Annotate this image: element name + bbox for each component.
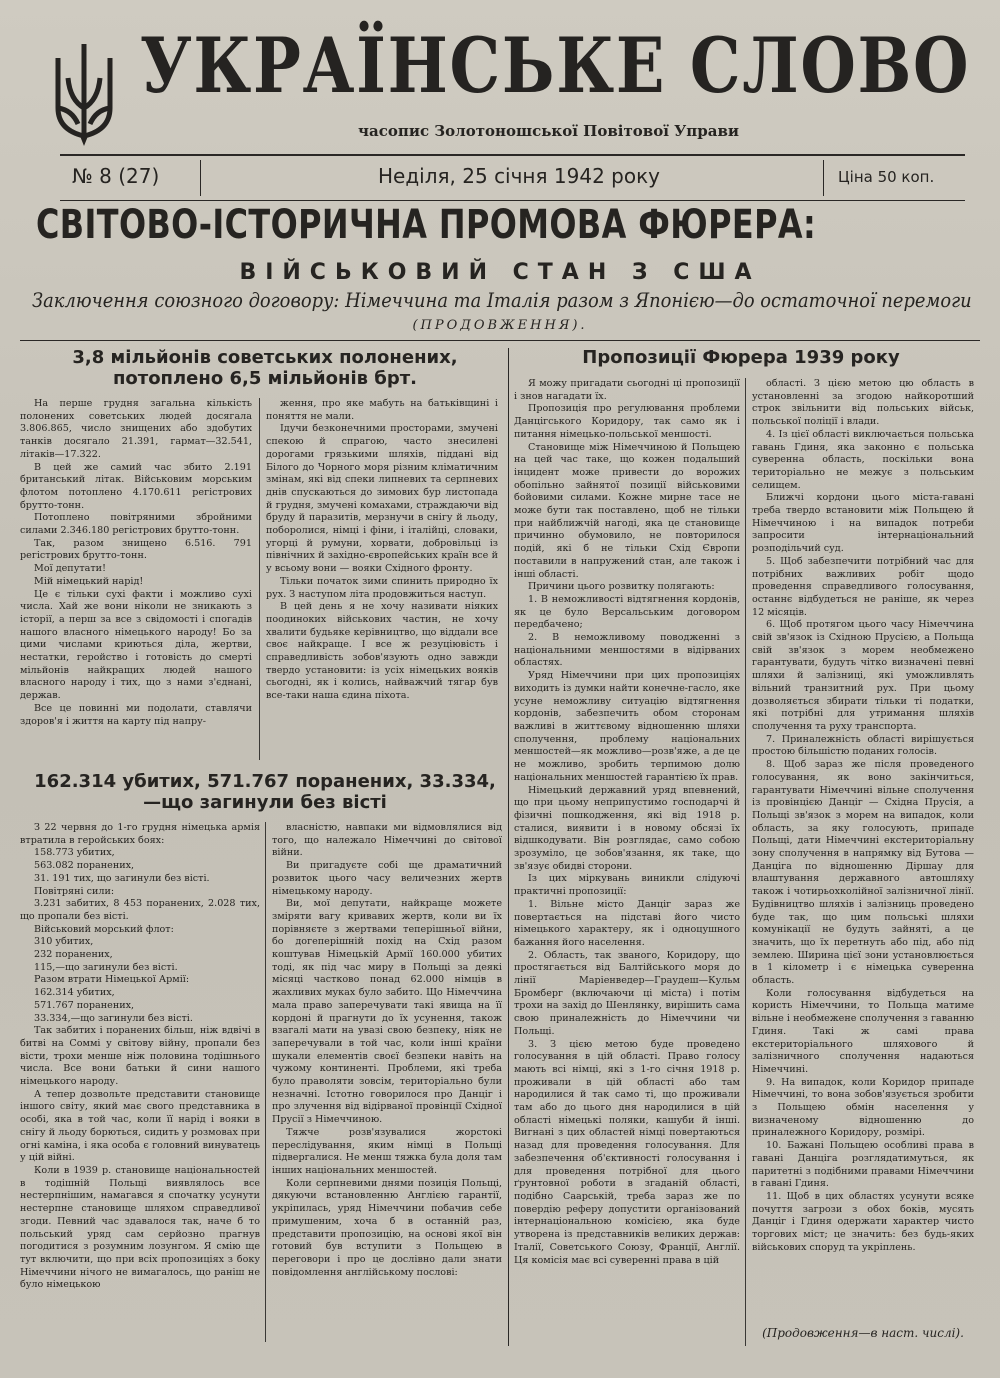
paragraph: 33.334,—що загинули без вісті. (34, 1012, 193, 1024)
paragraph: 3.231 забитих, 8 453 поранених, 2.028 тих, що пропали без вісті. (20, 898, 260, 922)
masthead-subtitle: часопис Золотоношської Повітової Управи (358, 122, 740, 140)
text-column-c (20, 822, 260, 1342)
section-heading-prisoners: 3,8 мільйонів советських полонених, потоплено 6,5 мільйонів брт. (72, 347, 458, 389)
paragraph: Ближчі кордони цього міста-гавані треба твердо встановити між Польщею й Німеччиною і на випадок потреби запросити інтернаціональний розподільчий суд. (752, 492, 974, 555)
paragraph: Уряд Німеччини при цих пропозиціях виходить із думки найти конечне-гасло, яке усуне неможливу ситуацію відтягнення кордонів, забезпечить обом сторонам важливі в життєвому відношенню шляхи сполучення, проблему національних меншостей—як можливо—розв'яже, а де це не можливо, зробить терпимою долю національних меншостей гарантією їх прав. (514, 670, 740, 783)
divider (60, 154, 965, 156)
text-column-b (266, 398, 498, 760)
paragraph: 1. Вільне місто Данціг зараз же повертається на підставі його чисто німецького характеру, як і одноцушного бажання його населення. (514, 898, 740, 948)
paragraph: Причини цього розвитку полягають: (528, 581, 715, 593)
paragraph: 2. В неможливому поводженні з національними меншостями в відірваних областях. (514, 632, 740, 669)
continuation-footer: (Продовження—в наст. числі). (762, 1326, 964, 1340)
paragraph: Становище між Німеччиною й Польщею на цей час таке, що кожен подальший інцидент може привести до ворожих обопільно зайнятої позиції військовими бойовими силами. Кожне мирне тасе не може бути так поставлено, щоб не тільки при найближчій нагоді, яка це становище причинно обумовило, не повторилося подій, які б не тільки Схід Європи поставили в напружений стан, але також і інші області. (514, 441, 740, 580)
paragraph: Потоплено повітряними збройними силами 2.346.180 регістрових брутто-тонн. (20, 512, 252, 537)
paragraph: Мої депутати! (34, 563, 106, 575)
section-heading-losses: 162.314 убитих, 571.767 поранених, 33.334,—що загинули без вісті (34, 771, 496, 813)
paragraph: В цей день я не хочу називати ніяких поодиноких військових частин, не хочу хвалити будьяке керівництво, що віддали все своє найкраще. І все ж резуціювість і справедливість зобов'язують одно завжди твердо установити: із усіх німецьких вояків сьогодні, як і колись, найважчий тягар був все-таки наша єдина піхота. (266, 601, 498, 702)
issue-date: Неділя, 25 січня 1942 року (378, 164, 661, 188)
column-rule (259, 398, 260, 760)
paragraph: 5. Щоб забезпечити потрібний час для потрібних важливих робіт щодо проведення справедливого голосування, останнє відбудеться не раніше, як через 12 місяців. (752, 555, 974, 618)
text-column-a (20, 398, 252, 760)
paragraph: Мій німецький нарід! (34, 575, 144, 587)
paragraph: ження, про яке мабуть на батьківщині і поняття не мали. (266, 398, 498, 422)
paragraph: В цей же самий час збито 2.191 британський літак. Військовим морським флотом потоплено 4.170.611 регістрових брутто-тонн. (20, 461, 252, 511)
paragraph: Повітряні сили: (34, 885, 115, 897)
paragraph: Пропозиція про регулювання проблеми Данцігського Коридору, так само як і питання німецько-польської меншості. (514, 403, 740, 440)
paragraph: Все це повинні ми подолати, ставлячи здоров'я і життя на карту під напру- (20, 702, 252, 727)
paragraph: Тяжче розв'язувалися жорстокі переслідування, яким німці в Польщі підвергалися. Не менш тяжка була доля там інших національних меншостей. (272, 1126, 502, 1176)
paragraph: 2. Область, так званого, Коридору, що простягається від Балтійського моря до лінії Маріенведер—Граудеш—Кульм Бромберг (включаючи ці міста) і потім трохи на захід до Шенлянку, вирішить сама свою приналежність до Німеччини чи Польщі. (514, 949, 740, 1037)
headline-deck: Заключення союзного договору: Німеччина та Італія разом з Японією—до остаточної перемоги (32, 288, 972, 312)
paragraph: Це є тільки сухі факти і можливо сухі числа. Хай же вони ніколи не зникають з історії, а перш за все з свідомості і спогадів нашого власного німецького народу! Бо за цими числами криються діла, жертви, нестатки, геройство і готовість до смерті мільйонів найкращих людей нашого власного народу і тих, що з нами з'єднані, держав. (20, 588, 252, 702)
main-headline: СВІТОВО-ІСТОРИЧНА ПРОМОВА ФЮРЕРА: (36, 202, 817, 248)
column-rule (745, 378, 746, 1346)
text-column-e (514, 378, 740, 1346)
divider (823, 160, 824, 196)
paragraph: Із цих міркувань виникли слідуючі практичні пропозиції: (514, 873, 740, 898)
divider (20, 340, 980, 341)
paragraph: 9. На випадок, коли Коридор припаде Німеччині, то вона зобов'язується зробити з Польщею обмін населення у визначеному відношенню до приналежного Коридору, розмірі. (752, 1076, 974, 1139)
paragraph: 4. Із цієї області виключається польська гавань Гдиня, яка законно є польська суверенна область, поскільки вона територіально не межує з польським селищем. (752, 428, 974, 491)
issue-price: Ціна 50 коп. (838, 168, 935, 186)
paragraph: Ви, мої депутати, найкраще можете зміряти вагу кривавих жертв, коли ви їх порівняєте з жертвами теперішньої війни, бо догеперішній похід на Схід разом коштував Німецькій Армії 160.000 убитих тоді, як під час миру в Польщі за деякі місяці частково понад 62.000 німців в жахливих муках було забито. Що Німеччина мала право заперечувати такі явища на її кордоні й прагнути до їх усунення, також взагалі мати на увазі свою безпеку, ніяк не заперечували в той час, коли інші країни шукали елементів своєї безпеки навіть на чужому континенті. Проблеми, які треба було праволяти зовсім, територіально були незначні. Істотно говорилося про Данціг і про злучення від відірваної провінції Східної Прусії з Німеччиною. (272, 898, 502, 1126)
paragraph: Німецький державний уряд впевнений, що при цьому неприпустимо господарчі й фізичні пошкодження, які від 1918 р. сталися, виявити і в новому обсязі їх відшкодувати. Він розглядає, само собою зрозуміло, це зобов'язання, як таке, що зв'язує обидві сторони. (514, 784, 740, 872)
paragraph: Коли голосування відбудеться на користь Німеччини, то Польща матиме вільне і необмежене сполучення з гаванню Гдиня. Такі ж самі права екстериторіального шляхового й залізничного сполучення надаються Німеччині. (752, 987, 974, 1075)
paragraph: Так забитих і поранених більш, ніж вдвічі в битві на Соммі у світову війну, пропали без вісти, трохи менше ніж половина тодішнього числа. Все вони батьки й сини нашого німецького народу. (20, 1025, 260, 1088)
paragraph: Військовий морський флот: (34, 923, 174, 935)
paragraph: 6. Щоб протягом цього часу Німеччина свій зв'язок із Східною Прусією, а Польща свій зв'язок з морем необмежено гарантувати, будуть чітко визначені певні шляхи й залізниці, які уможливлять вільний транзитний рух. При цьому дозволяється збирати тільки ті податки, які потрібні для утримання шляхів сполучення та руху транспорта. (752, 619, 974, 732)
paragraph: 1. В неможливості відтягнення кордонів, як це було Версальським договором передбачено; (514, 593, 740, 631)
text-column-d (272, 822, 502, 1342)
paragraph: Ви пригадуєте собі ще драматичний розвиток цього часу величезних жертв німецькому народу. (272, 860, 502, 897)
paragraph: 162.314 убитих, (34, 987, 115, 999)
continuation-note: (ПРОДОВЖЕННЯ). (412, 318, 588, 333)
issue-number: № 8 (27) (72, 164, 160, 188)
paragraph: Разом втрати Німецької Армії: (34, 974, 190, 986)
paragraph: 7. Приналежність області вирішується простою більшістю поданих голосів. (752, 733, 974, 758)
divider (60, 200, 965, 201)
section-heading-proposals: Пропозиції Фюрера 1939 року (582, 347, 900, 368)
paragraph: 310 убитих, (34, 936, 94, 948)
paragraph: 11. Щоб в цих областях усунути всяке почуття загрози з обох боків, мусять Данціг і Гдиня одержати характер чисто торгових міст; це значить: без будь-яких військових споруд та укріплень. (752, 1191, 974, 1253)
divider (200, 160, 201, 196)
section-rule (508, 348, 509, 1346)
paragraph: А тепер дозвольте представити становище іншого світу, який має свого представника в особі, яка в той час, коли її нарід і вояки в снігу й льоду борються, сидить у розмовах при огні каміна, і яка особа є головний винуватець у цій війні. (20, 1088, 260, 1164)
paragraph: 563.082 поранених, (34, 860, 135, 872)
paragraph: 31. 191 тих, що загинули без вісті. (34, 872, 210, 884)
column-rule (265, 822, 266, 1342)
trident-emblem-icon (48, 38, 120, 148)
paragraph: Я можу пригадати сьогодні ці пропозиції і знов нагадати їх. (514, 378, 740, 402)
paragraph: 571.767 поранених, (34, 999, 135, 1011)
paragraph: 158.773 убитих, (34, 847, 115, 859)
paragraph: Ідучи безконечними просторами, змучені спекою й спрагою, часто знесилені дорогами грязькими шляхів, піддані від Білого до Чорного моря різним кліматичним змінам, які від спеки липневих та серпневих днів спускаються до зимових бур листопада й грудня, змучені комахами, страждаючи від бруду й паразитів, мерзнучи в снігу й льоду, поборолися, німці і фіни, і італійці, словаки, угорці й румуни, хорвати, добровільці із північних й західно-європейських країн все й у всьому вони — вояки Східного фронту. (266, 423, 498, 575)
paragraph: На перше грудня загальна кількість полонених советських людей досягала 3.806.865, число знищених або здобутих танків досягало 21.391, гармат—32.541, літаків—17.322. (20, 398, 252, 460)
paragraph: Коли серпневими днями позиція Польщі, дякуючи встановленню Англією гарантії, укріпилась, уряд Німеччини побачив себе примушеним, хоча б в останній раз, представити пропозицію, на основі якої він готовий був вступити з Польщею в переговори і про це дослівно дали знати повідомлення англійському послові: (272, 1177, 502, 1278)
paragraph: 232 поранених, (34, 949, 113, 961)
paragraph: Коли в 1939 р. становище національностей в тодішній Польщі виявлялось все нестерпнішим, намагався я спочатку усунути нестерпне становище шляхом справедливої згоди. Певний час здавалося так, наче б то польський уряд сам серйозно прагнув погодитися з розумним лозунгом. Я смію ще тут включити, що при всіх пропозиціях з боку Німеччини нічого не вимагалось, що раніш не було німецькою (20, 1164, 260, 1291)
paragraph: 8. Щоб зараз же після проведеного голосування, як воно закінчиться, гарантувати Німеччині вільне сполучення із провінцією Данціг — Східна Прусія, а Польщі зв'язок з морем на випадок, коли область, за яку голосують, припаде Польщі, дати Німеччині екстериторіальну зону сполучення в напрямку від Бутова —Данціга по відношенню Діршау для влаштування державного автошляху також і чотирьохколійної залізничної лінії. Будівництво шляхів і залізниць проведено буде так, що цим польські шляхи комунікації не будуть зайняті, а це значить, що їх перетнуть або під, або під землею. Ширина цієї зони установлюється в 1 кілометр і є німецька суверенна область. (752, 759, 974, 987)
paragraph: власністю, навпаки ми відмовлялися від того, що належало Німеччині до світової війни. (272, 822, 502, 859)
paragraph: 10. Бажані Польщею особливі права в гавані Данціга розглядатимуться, як паритетні з подібними правами Німеччини в гавані Гдиня. (752, 1140, 974, 1190)
paragraph: Тільки початок зими спинить природно їх рух. З наступом літа продовжиться наступ. (266, 575, 498, 600)
masthead-title: УКРАЇНСЬКЕ СЛОВО (140, 21, 971, 110)
headline-subtitle: ВІЙСЬКОВИЙ СТАН З США (239, 260, 761, 285)
paragraph: Так, разом знищено 6.516. 791 регістрових брутто-тонн. (20, 537, 252, 562)
paragraph: 115,—що загинули без вісті. (34, 961, 178, 973)
paragraph: З 22 червня до 1-го грудня німецька армія втратила в геройських боях: (20, 822, 260, 846)
paragraph: області. З цією метою цю область в установленні за згодою найкоротший строк звільнити від польських військ, польської поліції і влади. (752, 378, 974, 428)
text-column-f (752, 378, 974, 1318)
paragraph: 3. З цією метою буде проведено голосування в цій області. Право голосу мають всі німці, які з 1-го січня 1918 р. проживали в цій області або там народилися й так само ті, що проживали там або до цього дня народилися в цій області німецькі поляки, кашуби й інші. Вигнані з цих областей німці повертаються назад для проведення голосування. Для забезпечення об'єктивності голосування і для проведення потрібної для цього ґрунтовної роботи в згаданій області, подібно Саарській, треба зараз же по повердію реферу допустити організований інтернаціональною комісією, яка буде утворена із представників великих держав: Італії, Советського Союзу, Франції, Англії. Ця комісія має всі суверенні права в цій (514, 1038, 740, 1266)
